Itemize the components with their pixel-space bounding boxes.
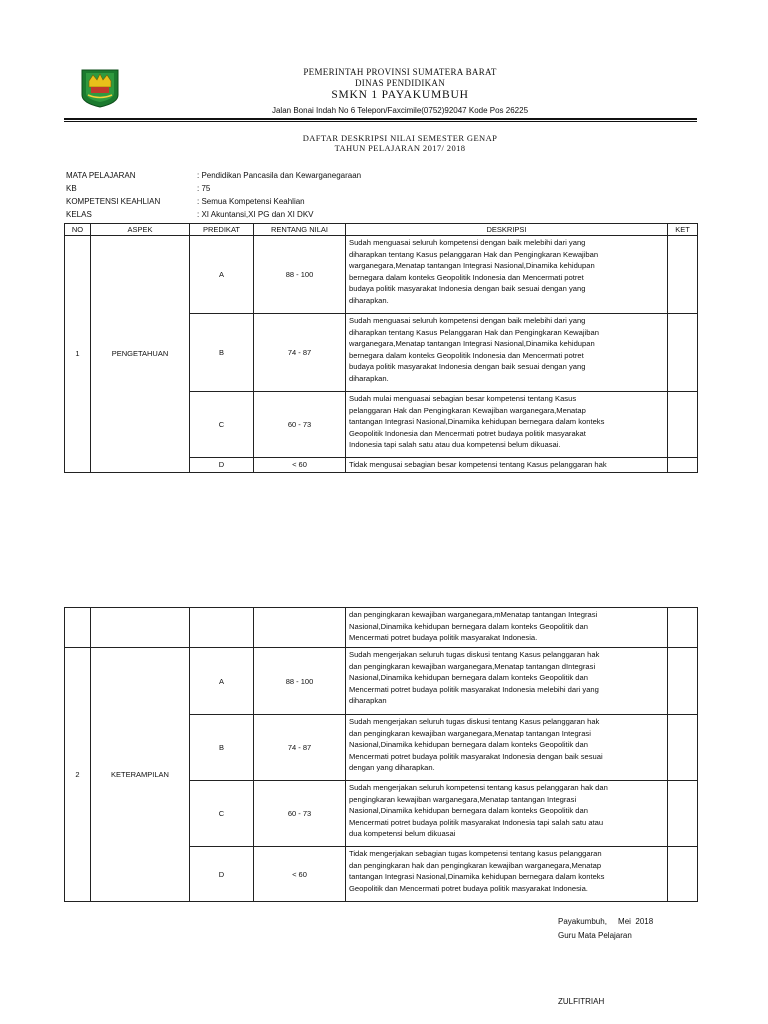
header-department: DINAS PENDIDIKAN [354,78,446,88]
info-value-class: : XI Akuntansi,XI PG dan XI DKV [197,210,314,219]
description-line: Sudah menguasai seluruh kompetensi dengan baik melebihi dari yang [349,316,586,325]
description-line: pengingkaran kewajiban warganegara,Menatap tantangan Integrasi [349,794,577,804]
row-description [346,781,668,847]
row-number: 1 [65,236,91,473]
row-number: 2 [65,648,91,902]
row-aspect: PENGETAHUAN [91,236,190,473]
description-line: diharapkan. [349,373,389,383]
description-line: pelanggaran Hak dan Pengingkaran Kewajiban warganegara,Menatap [349,405,586,415]
description-line: warganegara,Menatap tantangan Integrasi Nasional,Dinamika kehidupan [349,339,595,349]
row-description [346,648,668,715]
description-line: Sudah menguasai seluruh kompetensi dengan baik melebihi dari yang [349,238,586,247]
row-range: 88 - 100 [254,648,346,715]
row-note [668,781,698,847]
document-subtitle: TAHUN PELAJARAN 2017/ 2018 [334,143,466,153]
description-line: dengan yang diharapkan. [349,763,435,773]
row-note [668,392,698,458]
row-note [668,314,698,392]
row-description [346,392,668,458]
description-line: Nasional,Dinamika kehidupan bernegara dalam konteks Geopolitik dan [349,673,588,683]
description-line: Nasional,Dinamika kehidupan bernegara dalam konteks Geopolitik dan [349,740,588,750]
info-value-competency: : Semua Kompetensi Keahlian [197,197,305,206]
description-line: Sudah mengerjakan seluruh tugas diskusi tentang Kasus pelanggaran hak [349,717,600,726]
description-line: Geopolitik Indonesia dan Mencermati potret budaya politik masyarakat [349,428,586,438]
row-description [346,715,668,781]
header-divider-thick [64,118,697,120]
row-description [346,458,668,473]
description-line: tantangan Integrasi Nasional,Dinamika kehidupan bernegara dalam konteks [349,872,605,882]
description-line: Mencermati potret budaya politik masyarakat Indonesia tapi salah satu atau [349,817,604,827]
description-line: budaya politik masyarakat Indonesia dengan baik sesuai dengan yang [349,284,586,294]
description-line: bernegara dalam konteks Geopolitik Indonesia dan Mencermati potret [349,272,584,282]
signature-name: ZULFITRIAH [558,997,605,1006]
table-row [65,648,698,715]
row-range: 88 - 100 [254,236,346,314]
info-value-kb: : 75 [197,184,211,193]
row-range: 60 - 73 [254,392,346,458]
table-row-continuation [65,608,698,648]
row-predicate [190,608,254,648]
description-line: warganegara,Menatap tantangan Integrasi Nasional,Dinamika kehidupan [349,261,595,271]
provincial-emblem-logo [79,67,121,109]
row-description [346,236,668,314]
col-header-predikat: PREDIKAT [190,224,254,236]
description-line: Tidak mengusai sebagian besar kompetensi tentang Kasus pelanggaran hak [349,460,607,469]
description-line: dan pengingkaran hak dan pengingkaran kewajiban warganegara,Menatap [349,860,602,870]
row-description [346,608,668,648]
header-school-name: SMKN 1 PAYAKUMBUH [331,89,469,101]
row-range: < 60 [254,458,346,473]
header-address: Jalan Bonai Indah No 6 Telepon/Faxcimile(0752)92047 Kode Pos 26225 [271,106,529,115]
description-line: diharapkan tentang Kasus pelanggaran Hak dan Pengingkaran Kewajiban [349,249,599,259]
row-note [668,458,698,473]
description-line: bernegara dalam konteks Geopolitik Indonesia dan Mencermati potret [349,350,584,360]
description-line: Indonesia tapi salah satu atau dua kompetensi belum dikuasai. [349,440,561,450]
row-predicate: D [190,847,254,902]
signature-place-date: Payakumbuh, Mei 2018 [558,917,654,926]
row-range: 74 - 87 [254,314,346,392]
row-range: 60 - 73 [254,781,346,847]
signature-role: Guru Mata Pelajaran [558,931,632,940]
col-header-aspek: ASPEK [91,224,190,236]
row-aspect: KETERAMPILAN [91,648,190,902]
table-header-row [65,224,698,236]
row-predicate: C [190,392,254,458]
row-note [668,236,698,314]
row-predicate: A [190,236,254,314]
description-line: Mencermati potret budaya politik masyarakat Indonesia. [349,633,538,643]
description-line: budaya politik masyarakat Indonesia dengan baik sesuai dengan yang [349,362,586,372]
grade-table-skills [64,607,698,902]
row-range [254,608,346,648]
row-note [668,847,698,902]
header-government: PEMERINTAH PROVINSI SUMATERA BARAT [303,67,497,77]
header-divider-thin [64,121,697,122]
row-predicate: B [190,314,254,392]
description-line: diharapkan tentang Kasus Pelanggaran Hak dan Pengingkaran Kewajiban [349,327,599,337]
grade-table-knowledge [64,223,698,473]
description-line: Sudah mulai menguasai sebagian besar kompetensi tentang Kasus [349,394,577,403]
description-line: Sudah mengerjakan seluruh tugas diskusi tentang Kasus pelanggaran hak [349,650,600,659]
description-line: dan pengingkaran kewajiban warganegara,Menatap tantangan dIntegrasi [349,661,596,671]
col-header-rentang: RENTANG NILAI [254,224,346,236]
row-aspect [91,608,190,648]
col-header-deskripsi: DESKRIPSI [346,224,668,236]
info-label-competency: KOMPETENSI KEAHLIAN [66,197,161,206]
row-predicate: B [190,715,254,781]
col-header-no: NO [65,224,91,236]
description-line: dua kompetensi belum dikuasai [349,829,456,839]
description-line: Mencermati potret budaya politik masyarakat Indonesia melebihi dari yang [349,684,599,694]
row-range: 74 - 87 [254,715,346,781]
row-number [65,608,91,648]
document-title: DAFTAR DESKRIPSI NILAI SEMESTER GENAP [302,133,498,143]
table-row [65,236,698,314]
description-line: Sudah mengerjakan seluruh kompetensi tentang kasus pelanggaran hak dan [349,783,608,792]
description-line: dan pengingkaran kewajiban warganegara,Menatap tantangan Integrasi [349,728,591,738]
description-line: diharapkan. [349,295,389,305]
row-range: < 60 [254,847,346,902]
description-line: Tidak mengerjakan sebagian tugas kompetensi tentang kasus pelanggaran [349,849,602,858]
row-note [668,715,698,781]
col-header-ket: KET [668,224,698,236]
info-label-kb: KB [66,184,77,193]
row-predicate: C [190,781,254,847]
description-line: diharapkan [349,696,387,706]
row-predicate: A [190,648,254,715]
row-note [668,648,698,715]
description-line: Geopolitik dan Mencermati potret budaya politik masyarakat Indonesia. [349,883,588,893]
row-predicate: D [190,458,254,473]
description-line: dan pengingkaran kewajiban warganegara,mMenatap tantangan Integrasi [349,610,598,619]
info-label-class: KELAS [66,210,92,219]
description-line: Nasional,Dinamika kehidupan bernegara dalam konteks Geopolitik dan [349,806,588,816]
info-label-subject: MATA PELAJARAN [66,171,136,180]
description-line: tantangan Integrasi Nasional,Dinamika kehidupan bernegara dalam konteks [349,417,605,427]
row-note [668,608,698,648]
info-value-subject: : Pendidikan Pancasila dan Kewarganegaraan [197,171,362,180]
description-line: Nasional,Dinamika kehidupan bernegara dalam konteks Geopolitik dan [349,621,588,631]
row-description [346,314,668,392]
description-line: Mencermati potret budaya politik masyarakat Indonesia dengan baik sesuai [349,751,603,761]
row-description [346,847,668,902]
